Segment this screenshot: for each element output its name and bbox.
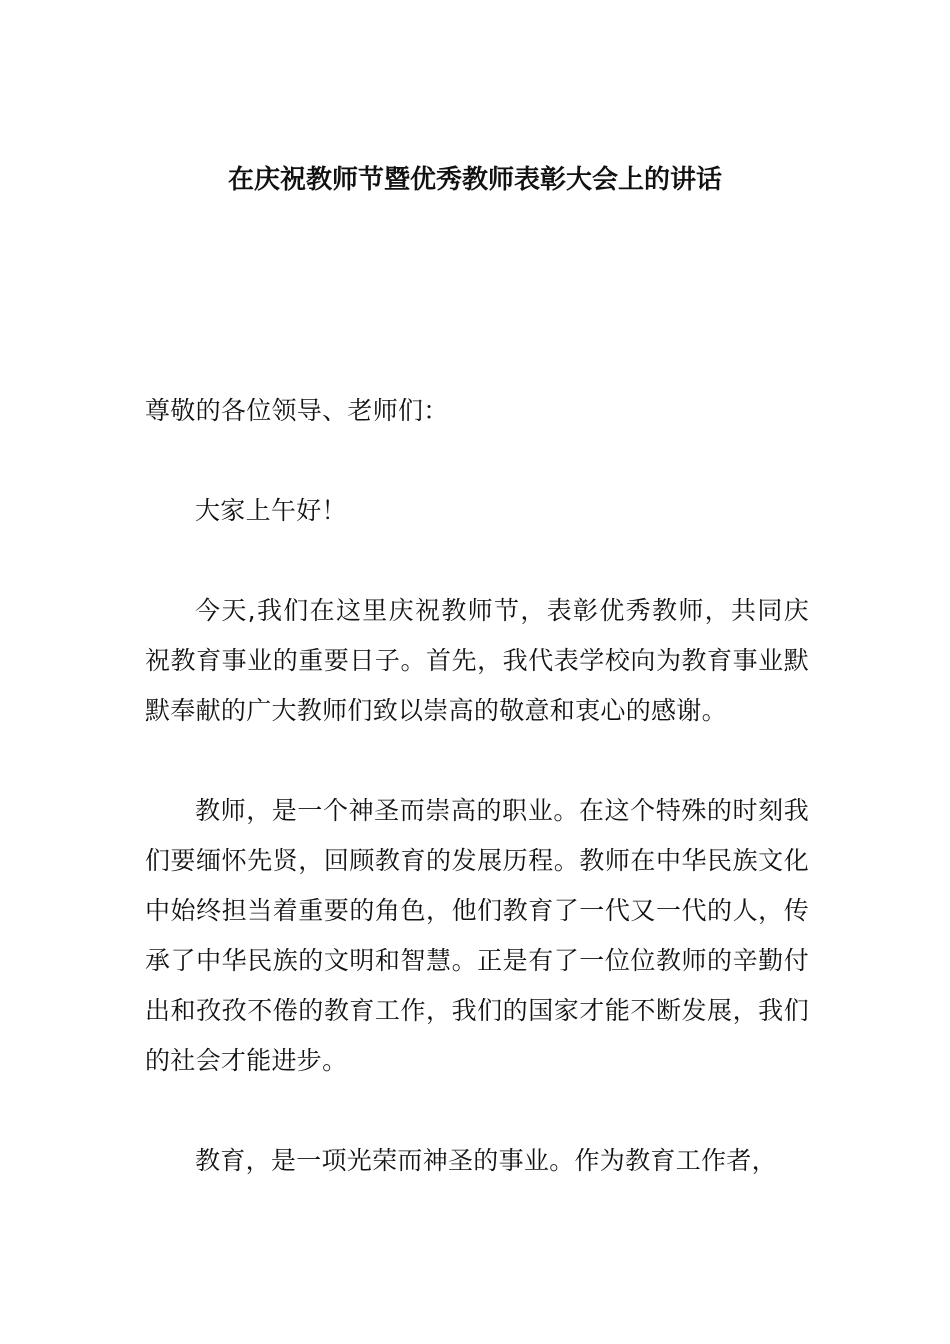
salutation: 尊敬的各位领导、老师们： <box>145 396 449 425</box>
paragraph-teachers: 教师，是一个神圣而崇高的职业。在这个特殊的时刻我们要缅怀先贤，回顾教育的发展历程。教师在中华民族文化中始终担当着重要的角色，他们教育了一代又一代的人，传承了中华民族的文明和智慧。正是有了一位位教师的辛勤付出和孜孜不倦的教育工作，我们的国家才能不断发展，我们的社会才能进步。 <box>145 796 809 1075</box>
paragraph-education: 教育，是一项光荣而神圣的事业。作为教育工作者， <box>195 1146 777 1175</box>
document-title: 在庆祝教师节暨优秀教师表彰大会上的讲话 <box>227 165 722 195</box>
paragraph-opening: 今天,我们在这里庆祝教师节，表彰优秀教师，共同庆祝教育事业的重要日子。首先，我代表学校向为教育事业默默奉献的广大教师们致以崇高的敬意和衷心的感谢。 <box>145 596 809 725</box>
document-body <box>145 386 809 1236</box>
paragraph-greeting: 大家上午好！ <box>195 496 347 525</box>
